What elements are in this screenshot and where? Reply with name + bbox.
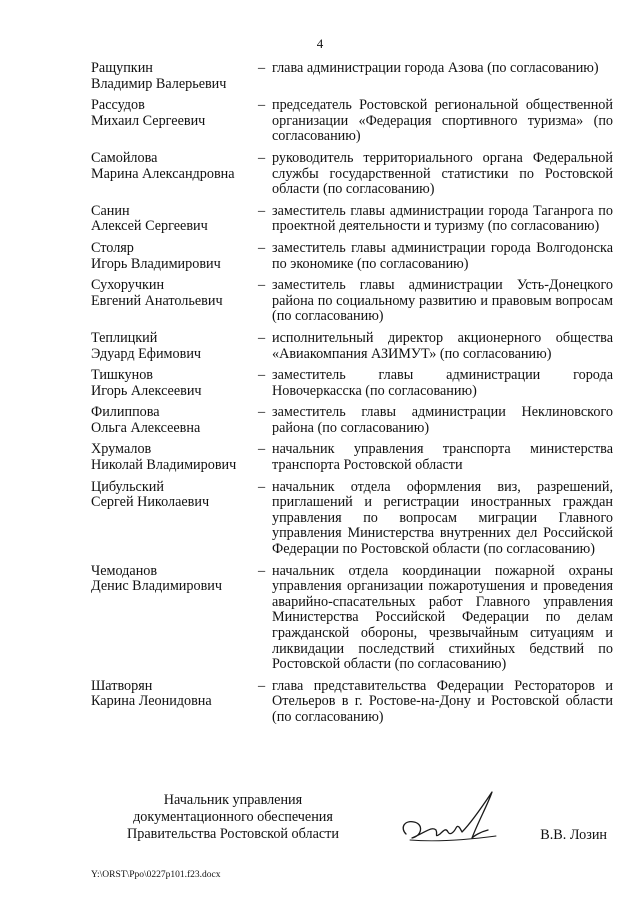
- member-given-names: Михаил Сергеевич: [91, 112, 206, 129]
- member-surname: Рассудов: [91, 97, 145, 114]
- member-name: [91, 278, 258, 325]
- member-role: заместитель главы администрации города Новочеркасска (по согласованию): [272, 367, 613, 399]
- signer-position-line-1: Начальник управления: [163, 792, 303, 808]
- member-row: [91, 151, 613, 198]
- member-given-names: Марина Александровна: [91, 165, 235, 182]
- member-role: начальник отдела координации пожарной охраны управления организации пожаротушения и проведения аварийно-спасательных работ Главного управления Министерства Российской Федерации по делам гражданской обороны, чрезвычайным ситуациям и ликвидации последствий стихийных бедствий по Ростовской области (по согласованию): [272, 562, 613, 673]
- member-name: [91, 204, 258, 235]
- member-name: [91, 679, 258, 726]
- member-surname: Теплицкий: [91, 329, 158, 346]
- member-role: глава представительства Федерации Рестораторов и Отельеров в г. Ростове-на-Дону и Ростовской области (по согласованию): [272, 677, 613, 725]
- member-role: заместитель главы администрации города Таганрога по проектной деятельности и туризму (по согласованию): [272, 202, 613, 235]
- member-name: [91, 151, 258, 198]
- member-given-names: Денис Владимирович: [91, 578, 223, 595]
- member-surname: Цибульский: [91, 478, 164, 495]
- member-row: [91, 368, 613, 399]
- member-role: глава администрации города Азова (по согласованию): [272, 60, 599, 76]
- signer-position-line-3: Правительства Ростовской области: [127, 826, 339, 842]
- member-row: [91, 241, 613, 272]
- member-dash: –: [258, 562, 266, 579]
- member-dash: –: [258, 149, 266, 166]
- member-row: [91, 442, 613, 473]
- member-dash: –: [258, 478, 266, 495]
- signer-name: В.В. Лозин: [540, 827, 607, 843]
- member-given-names: Ольга Алексеевна: [91, 419, 201, 436]
- page-number: 4: [316, 36, 324, 51]
- member-dash: –: [258, 202, 266, 219]
- member-dash: –: [258, 329, 266, 346]
- file-path: Y:\ORST\Ppo\0227p101.f23.docx: [91, 870, 221, 880]
- member-surname: Шатворян: [91, 677, 153, 694]
- member-row: [91, 331, 613, 362]
- members-list: [91, 61, 613, 732]
- member-role: руководитель территориального органа Федеральной службы государственной статистики по Ростовской области (по согласованию): [272, 149, 613, 198]
- member-dash: –: [258, 367, 266, 384]
- member-name: [91, 241, 258, 272]
- member-given-names: Алексей Сергеевич: [91, 218, 208, 235]
- member-dash: –: [258, 60, 266, 76]
- member-given-names: Игорь Владимирович: [91, 255, 221, 272]
- member-row: [91, 61, 613, 92]
- member-role: начальник управления транспорта министерства транспорта Ростовской области: [272, 441, 613, 474]
- member-dash: –: [258, 239, 266, 256]
- member-role: начальник отдела оформления виз, разрешений, приглашений и регистрации иностранных граждан управления по вопросам миграции Главного управления Министерства внутренних дел Российской Федерации по Ростовской области (по согласованию): [272, 478, 613, 558]
- member-row: [91, 98, 613, 145]
- member-name: [91, 98, 258, 145]
- member-given-names: Евгений Анатольевич: [91, 292, 223, 309]
- member-role: заместитель главы администрации Неклиновского района (по согласованию): [272, 404, 613, 436]
- member-dash: –: [258, 277, 266, 294]
- member-name: [91, 442, 258, 473]
- signature-block: [91, 792, 613, 852]
- member-surname: Филиппова: [91, 404, 160, 421]
- member-surname: Тишкунов: [91, 367, 154, 384]
- member-given-names: Карина Леонидовна: [91, 693, 212, 710]
- member-role: заместитель главы администрации города Волгодонска по экономике (по согласованию): [272, 239, 613, 272]
- member-row: [91, 204, 613, 235]
- member-surname: Сухоручкин: [91, 277, 165, 294]
- member-dash: –: [258, 404, 266, 421]
- member-dash: –: [258, 677, 266, 694]
- member-dash: –: [258, 97, 266, 114]
- member-given-names: Сергей Николаевич: [91, 494, 210, 511]
- member-surname: Ращупкин: [91, 60, 153, 76]
- member-surname: Санин: [91, 202, 130, 219]
- member-row: [91, 480, 613, 558]
- member-name: [91, 368, 258, 399]
- member-given-names: Эдуард Ефимович: [91, 345, 202, 362]
- handwritten-signature: [396, 782, 516, 854]
- member-surname: Чемоданов: [91, 562, 158, 579]
- member-role: председатель Ростовской региональной общественной организации «Федерация спортивного туризма» (по согласованию): [272, 97, 613, 145]
- member-name: [91, 564, 258, 673]
- member-row: [91, 405, 613, 436]
- member-surname: Самойлова: [91, 149, 158, 166]
- member-role: исполнительный директор акционерного общества «Авиакомпания АЗИМУТ» (по согласованию): [272, 329, 613, 362]
- member-surname: Хрумалов: [91, 441, 152, 458]
- member-name: [91, 331, 258, 362]
- member-surname: Столяр: [91, 239, 134, 256]
- member-given-names: Владимир Валерьевич: [91, 75, 227, 92]
- member-role: заместитель главы администрации Усть-Донецкого района по социальному развитию и правовым вопросам (по согласованию): [272, 277, 613, 325]
- signer-position-line-2: документационного обеспечения: [133, 809, 333, 825]
- member-row: [91, 564, 613, 673]
- member-row: [91, 679, 613, 726]
- member-name: [91, 480, 258, 558]
- signer-position: [113, 792, 353, 843]
- member-dash: –: [258, 441, 266, 458]
- member-given-names: Николай Владимирович: [91, 457, 237, 474]
- member-given-names: Игорь Алексеевич: [91, 382, 202, 399]
- member-row: [91, 278, 613, 325]
- member-name: [91, 405, 258, 436]
- member-name: [91, 61, 258, 92]
